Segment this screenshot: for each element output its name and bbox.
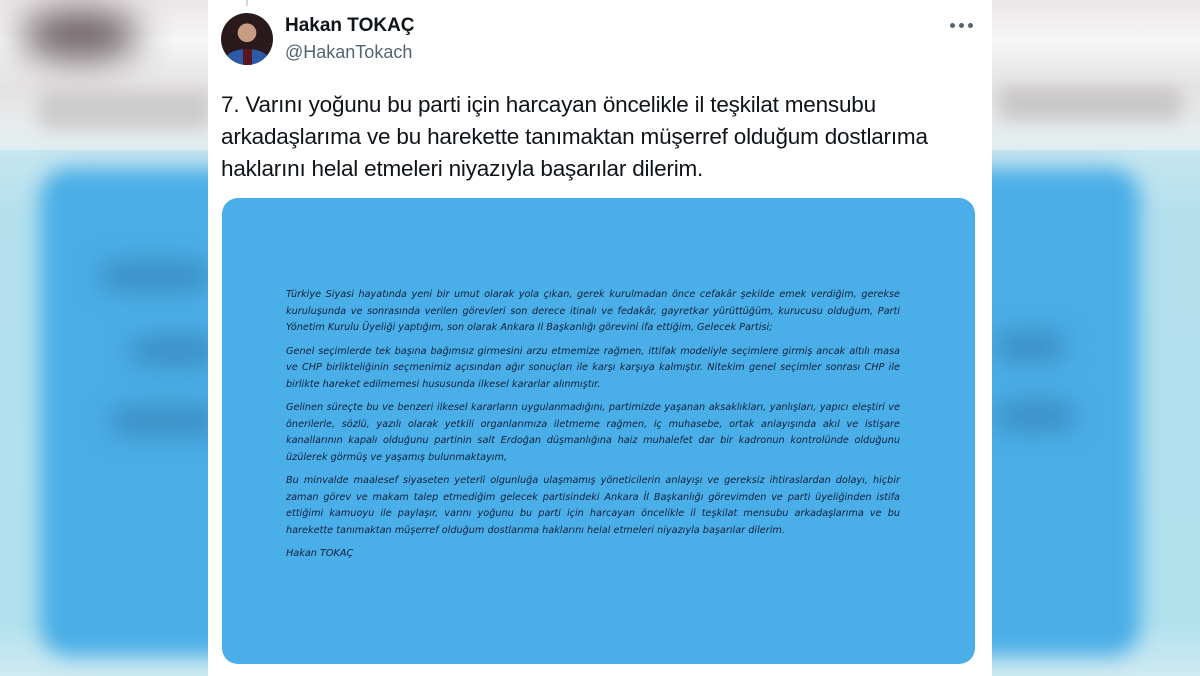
author-handle[interactable]: @HakanTokach [285,42,413,62]
more-horizontal-icon [950,23,955,28]
document-paragraph: Genel seçimlerde tek başına bağımsız girmesini arzu etmemize rağmen, ittifak modeliyle seçimlere girmiş ancak altılı masa ve CHP birlikteliğinin seçmenimiz açısından ağır sonuçları ile karşı karşıya kalmıştır. Nitekim genel seçimler sonrası CHP ile birlikte hareket edilmemesi hususunda ilkesel kararlar alınmıştır. [286,345,900,390]
tweet-text: 7. Varını yoğunu bu parti için harcayan öncelikle il teşkilat mensubu arkadaşlarıma ve bu harekette tanımaktan müşerref olduğum dostlarıma haklarını helal etmeleri niyazıyla başarılar dilerim. [221,92,928,181]
more-horizontal-icon [968,23,973,28]
blurred-text-line [40,113,210,127]
more-horizontal-icon [959,23,964,28]
blurred-doc-text [995,335,1065,357]
blurred-avatar [20,10,140,60]
blurred-doc-text [995,405,1075,427]
document-text [286,287,900,570]
author-display-name[interactable]: Hakan TOKAÇ [285,15,415,36]
document-paragraph: Bu minvalde maalesef siyaseten yeterli olgunluğa ulaşmamış yöneticilerin anlayışı ve gereksiz ihtiraslardan dolayı, hiçbir zaman görev ve makam talep etmediğim gelecek partisindeki Ankara İl Başkanlığı görevimden ve parti üyeliğinden istifa ettiğimi kamuoyu ile paylaşır, varını yoğunu bu parti için harcayan öncelikle il teşkilat mensubu arkadaşlarıma ve bu harekette tanımaktan müşerref olduğum dostlarıma haklarını helal etmeleri niyazıyla başarılar dilerim. [286,475,900,536]
tweet-image-attachment[interactable] [222,198,975,664]
blurred-text-line [1000,105,1180,119]
blurred-text-line [1000,90,1180,104]
blurred-doc-text [130,340,220,362]
thread-connector-line [246,0,248,6]
document-signature: Hakan TOKAÇ [286,548,354,559]
avatar[interactable] [221,13,273,65]
document-paragraph: Türkiye Siyasi hayatında yeni bir umut olarak yola çıkan, gerek kurulmadan önce cefakâr şekilde emek verdiğim, gerekse kuruluşunda ve sonrasında verilen görevleri son derece itinalı ve fedakâr, gayretkar yürüttüğüm, kurucusu olduğum, Parti Yönetim Kurulu Üyeliği yaptığım, son olarak Ankara Il Başkanlığı görevini ifa ettiğim, Gelecek Partisi; [286,289,900,333]
document-paragraph: Gelinen süreçte bu ve benzeri ilkesel kararların uygulanmadığını, partimizde yaşanan aksaklıkları, yanlışları, yapıcı eleştiri ve önerilerle, sözlü, yazılı olarak yetkili organlarımıza iletmeme rağmen, iç muhasebe, ortak anlayışında akıl ve istişare kanallarının kapalı olduğunu partinin salt Erdoğan düşmanlığına haiz muhalefet dar bir kadronun kontrolünde olduğunu üzülerek görmüş ve yaşamış bulunmaktayım, [286,402,900,463]
tweet-card [208,0,992,676]
blurred-doc-text [110,410,220,432]
more-options-button[interactable] [950,17,976,33]
blurred-text-line [40,95,210,109]
avatar-tie-shape [243,49,252,65]
blurred-doc-text [100,265,210,287]
